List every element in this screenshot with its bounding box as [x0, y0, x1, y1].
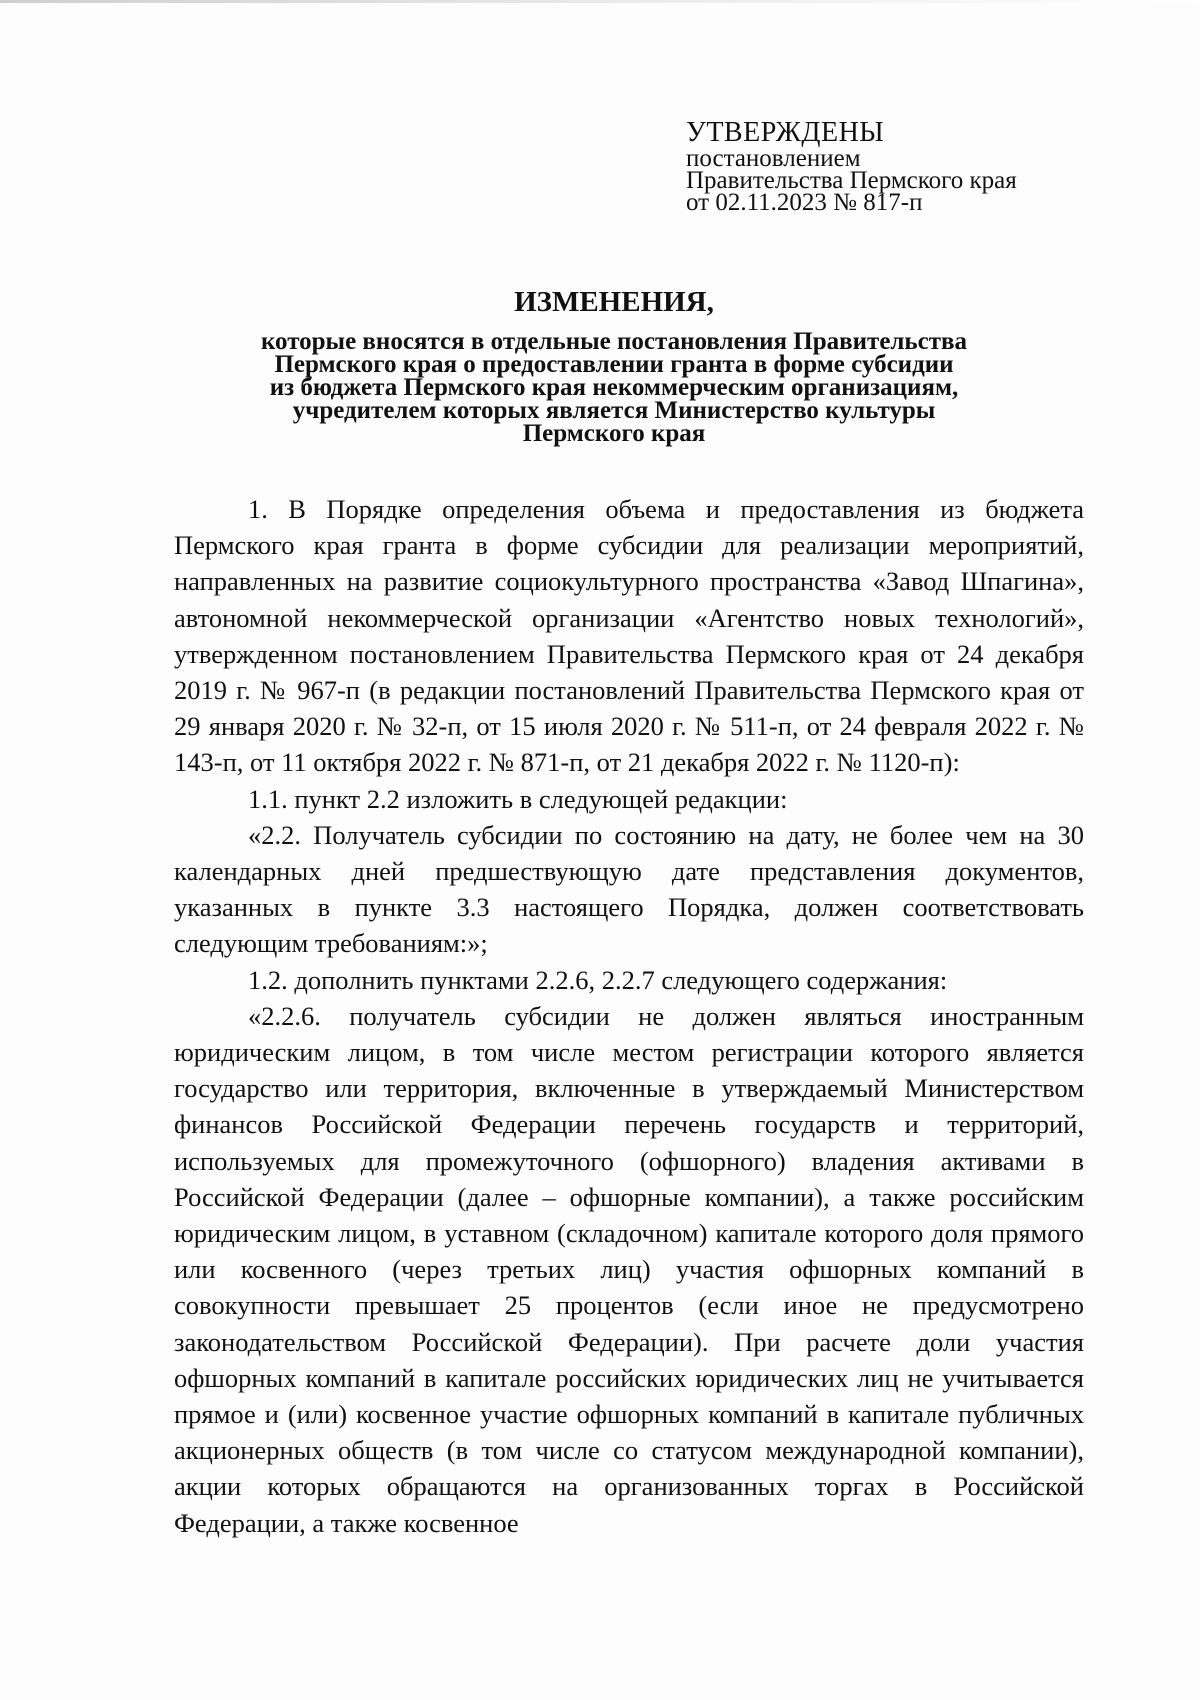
- subtitle-line: учредителем которых является Министерство культуры: [292, 397, 936, 424]
- subtitle-line: Пермского края: [522, 420, 706, 447]
- document-title: ИЗМЕНЕНИЯ,: [514, 286, 714, 318]
- document-body: [174, 491, 1084, 1541]
- document-subtitle: [174, 330, 1054, 445]
- approval-line-3: от 02.11.2023 № 817-п: [686, 189, 923, 216]
- subtitle-line: которые вносятся в отдельные постановления Правительства: [260, 328, 968, 355]
- subtitle-line: Пермского края о предоставлении гранта в форме субсидии: [274, 351, 954, 378]
- subtitle-line: из бюджета Пермского края некоммерческим организациям,: [269, 374, 959, 401]
- paragraph-2-2-6-quote: «2.2.6. получатель субсидии не должен являться иностранным юридическим лицом, в том числе местом регистрации которого является государство или территория, включенные в утверждаемый Министерством финансов Российской Федерации перечень государств и территорий, используемых для промежуточного (офшорного) владения активами в Российской Федерации (далее – офшорные компании), а также российским юридическим лицом, в уставном (складочном) капитале которого доля прямого или косвенного (через третьих лиц) участия офшорных компаний в совокупности превышает 25 процентов (если иное не предусмотрено законодательством Российской Федерации). При расчете доли участия офшорных компаний в капитале российских юридических лиц не учитывается прямое и (или) косвенное участие офшорных компаний в капитале публичных акционерных обществ (в том числе со статусом международной компании), акции которых обращаются на организованных торгах в Российской Федерации, а также косвенное: [174, 1000, 1084, 1538]
- approval-line-1: постановлением: [686, 145, 861, 172]
- scan-edge: [0, 0, 1200, 3]
- approval-line-2: Правительства Пермского края: [686, 167, 1017, 194]
- approval-title: УТВЕРЖДЕНЫ: [686, 117, 885, 148]
- approval-block: [686, 118, 1146, 214]
- paragraph-2-2-quote: «2.2. Получатель субсидии по состоянию на дату, не более чем на 30 календарных дней предшествующую дате представления документов, указанных в пункте 3.3 настоящего Порядка, должен соответствовать следующим требованиям:»;: [174, 819, 1084, 959]
- paragraph-1: 1. В Порядке определения объема и предоставления из бюджета Пермского края гранта в форме субсидии для реализации мероприятий, направленных на развитие социокультурного пространства «Завод Шпагина», автономной некоммерческой организации «Агентство новых технологий», утвержденном постановлением Правительства Пермского края от 24 декабря 2019 г. № 967-п (в редакции постановлений Правительства Пермского края от 29 января 2020 г. № 32-п, от 15 июля 2020 г. № 511-п, от 24 февраля 2022 г. № 143-п, от 11 октября 2022 г. № 871-п, от 21 декабря 2022 г. № 1120-п):: [174, 494, 1084, 778]
- paragraph-1-1: 1.1. пункт 2.2 изложить в следующей редакции:: [248, 783, 788, 814]
- paragraph-1-2: 1.2. дополнить пунктами 2.2.6, 2.2.7 следующего содержания:: [248, 964, 948, 995]
